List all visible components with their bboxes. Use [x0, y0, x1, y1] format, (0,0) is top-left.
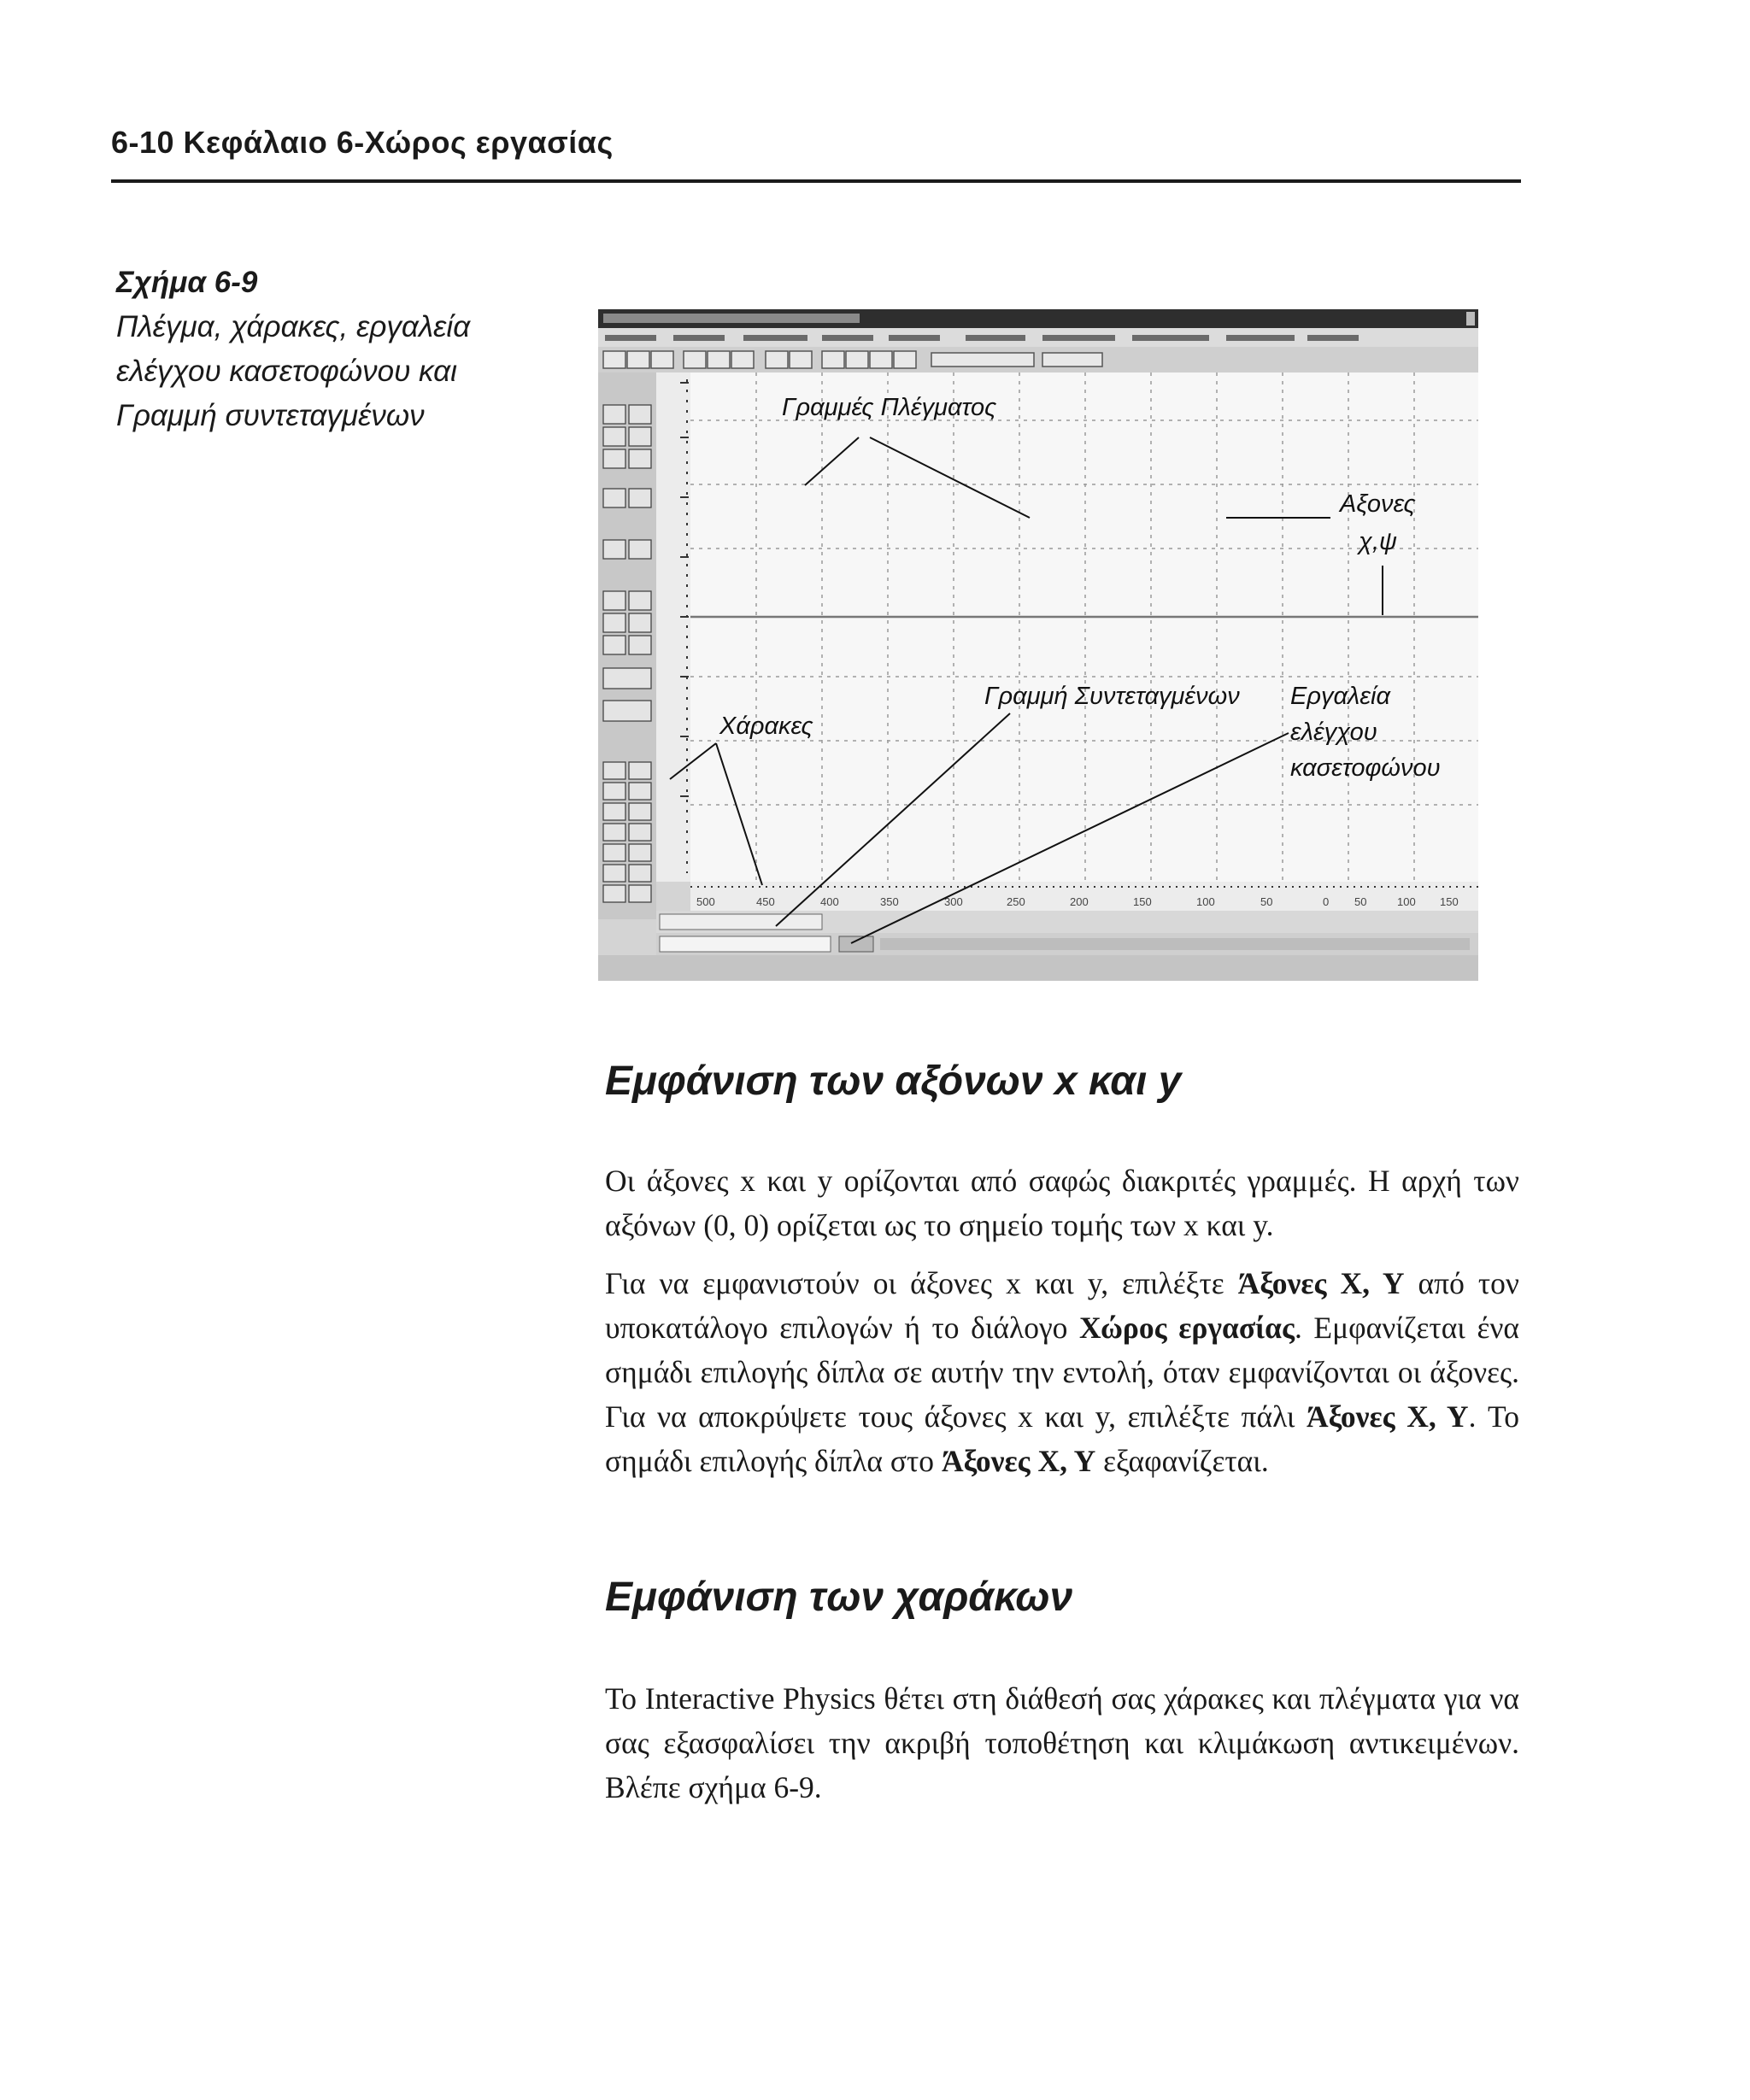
- bold-term: Χώρος εργασίας: [1079, 1311, 1295, 1345]
- ruler-tick: 50: [1260, 895, 1273, 908]
- ruler-tick: 200: [1070, 895, 1089, 908]
- paragraph: Οι άξονες x και y ορίζονται από σαφώς διακριτές γραμμές. Η αρχή των αξόνων (0, 0) ορίζεται ως το σημείο τομής των x και y.: [605, 1164, 1519, 1242]
- axes-label-xy: χ,ψ: [1359, 528, 1397, 555]
- paragraph: [605, 1261, 1519, 1483]
- caption-title: Σχήμα 6-9: [116, 266, 258, 299]
- header-rule: [111, 179, 1521, 183]
- section-title: Εμφάνιση των χαράκων: [605, 1575, 1073, 1620]
- bold-term: Άξονες X, Y: [1306, 1399, 1469, 1434]
- figure-screenshot: [598, 309, 1478, 981]
- axes-label: Αξονες: [1340, 490, 1416, 518]
- ruler-tick: 50: [1354, 895, 1367, 908]
- tape-label: κασετοφώνου: [1290, 754, 1441, 782]
- bold-term: Άξονες X, Y: [1237, 1266, 1405, 1300]
- ruler-tick: 350: [880, 895, 899, 908]
- caption-line: ελέγχου κασετοφώνου και: [116, 355, 457, 388]
- section-title: Εμφάνιση των αξόνων x και y: [605, 1059, 1182, 1104]
- paragraph: Το Interactive Physics θέτει στη διάθεσή σας χάρακες και πλέγματα για να σας εξασφαλίσει την ακριβή τοποθέτηση και κλιμάκωση αντικειμένων. Βλέπε σχήμα 6-9.: [605, 1681, 1519, 1804]
- ruler-tick: 150: [1133, 895, 1152, 908]
- tape-label: ελέγχου: [1290, 719, 1377, 746]
- text-run: εξαφανίζεται.: [1095, 1444, 1269, 1478]
- tape-label: Εργαλεία: [1290, 683, 1390, 710]
- ruler-tick: 500: [696, 895, 715, 908]
- ruler-tick: 250: [1007, 895, 1025, 908]
- running-header: 6-10 Κεφάλαιο 6-Χώρος εργασίας: [111, 125, 614, 160]
- grid-lines-label: Γραμμές Πλέγματος: [782, 394, 997, 421]
- ruler-tick: 450: [756, 895, 775, 908]
- ruler-tick: 0: [1323, 895, 1330, 908]
- ruler-tick: 400: [820, 895, 839, 908]
- text-run: . Το σημάδι επιλογής δίπλα στο: [605, 1399, 1519, 1478]
- caption-line: Γραμμή συντεταγμένων: [116, 399, 425, 432]
- vertical-ruler: [656, 372, 690, 882]
- rulers-label: Χάρακες: [719, 713, 813, 740]
- ruler-tick: 100: [1397, 895, 1416, 908]
- ruler-tick: 100: [1196, 895, 1215, 908]
- text-run: από τον υποκατάλογο επιλογών ή το διάλογο: [605, 1266, 1519, 1345]
- ruler-tick: 300: [944, 895, 963, 908]
- figure-caption: [116, 261, 561, 438]
- bold-term: Άξονες X, Y: [941, 1444, 1096, 1478]
- caption-line: Πλέγμα, χάρακες, εργαλεία: [116, 310, 471, 343]
- coords-bar-label: Γραμμή Συντεταγμένων: [984, 683, 1240, 710]
- text-run: Για να εμφανιστούν οι άξονες x και y, επιλέξτε: [605, 1266, 1238, 1300]
- text-run: . Εμφανίζεται ένα σημάδι επιλογής δίπλα σε αυτήν την εντολή, όταν εμφανίζονται οι άξονες. Για να αποκρύψετε τους άξονες x και y, επιλέξτε πάλι: [605, 1311, 1520, 1434]
- ruler-tick: 150: [1440, 895, 1459, 908]
